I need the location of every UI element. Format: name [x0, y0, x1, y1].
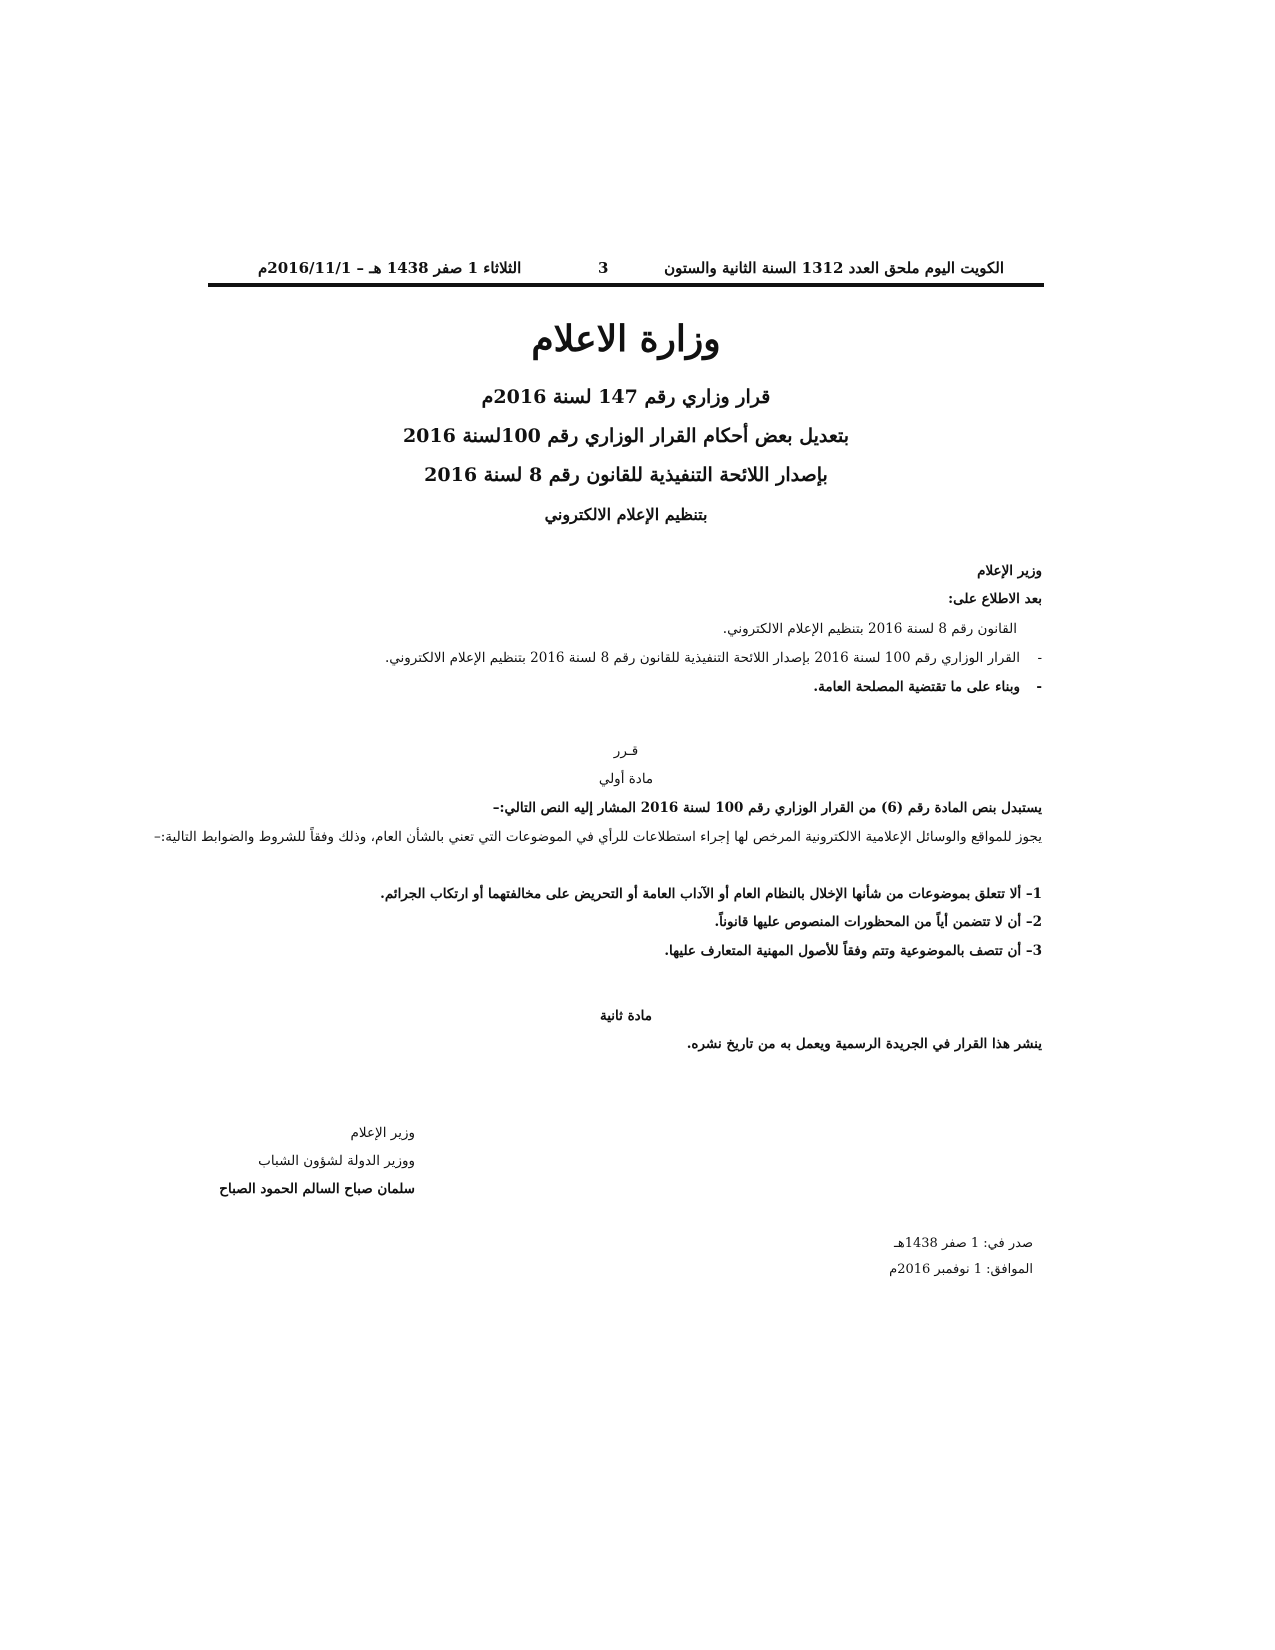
condition-2: 2– أن لا تتضمن أياً من المحظورات المنصوص عليها قانوناً. [714, 914, 1042, 930]
condition-1: 1– ألا تتعلق بموضوعات من شأنها الإخلال بالنظام العام أو الآداب العامة أو التحريض على مخالفتهما أو ارتكاب الجرائم. [380, 886, 1042, 902]
preamble-minister: وزير الإعلام [977, 563, 1042, 579]
issued-hijri: صدر في: 1 صفر 1438هـ [894, 1236, 1033, 1251]
article-1-paragraph: يجوز للمواقع والوسائل الإعلامية الالكترونية المرخص لها إجراء استطلاعات للرأي في الموضوعات التي تعني بالشأن العام، وذلك وفقاً للشروط والضوابط التالية:– [153, 829, 1042, 845]
signature-title-1: وزير الإعلام [350, 1125, 415, 1141]
article-2-heading: مادة ثانية [599, 1008, 653, 1024]
decision-title-line-3: بإصدار اللائحة التنفيذية للقانون رقم 8 لسنة 2016 [424, 464, 828, 486]
preamble-item-1: القانون رقم 8 لسنة 2016 بتنظيم الإعلام الالكتروني. [722, 621, 1017, 637]
preamble-item-3 [813, 679, 1042, 695]
decision-title-line-2: بتعديل بعض أحكام القرار الوزاري رقم 100لسنة 2016 [402, 425, 850, 447]
issued-gregorian: الموافق: 1 نوفمبر 2016م [889, 1262, 1033, 1277]
preamble-after-review: بعد الاطلاع على: [948, 591, 1042, 607]
list-dash: - [1036, 679, 1042, 695]
list-dash: - [1037, 650, 1042, 666]
article-2-text: ينشر هذا القرار في الجريدة الرسمية ويعمل به من تاريخ نشره. [686, 1036, 1042, 1052]
decided-heading: قـرر [613, 743, 639, 759]
ministry-title: وزارة الاعلام [531, 318, 721, 360]
signature-name: سلمان صباح السالم الحمود الصباح [219, 1181, 415, 1197]
header-publication: الكويت اليوم ملحق العدد 1312 السنة الثانية والستون [664, 259, 1004, 277]
article-1-intro: يستبدل بنص المادة رقم (6) من القرار الوزاري رقم 100 لسنة 2016 المشار إليه النص التالي:– [492, 800, 1042, 816]
preamble-item-2 [385, 650, 1042, 666]
decision-title-line-1: قرار وزاري رقم 147 لسنة 2016م [481, 386, 771, 408]
decision-title-line-4: بتنظيم الإعلام الالكتروني [544, 505, 708, 524]
signature-title-2: ووزير الدولة لشؤون الشباب [258, 1153, 415, 1169]
condition-3: 3– أن تتصف بالموضوعية وتتم وفقاً للأصول المهنية المتعارف عليها. [664, 943, 1042, 959]
header-rule [208, 283, 1044, 287]
article-1-heading: مادة أولي [598, 771, 654, 787]
header-page-number: 3 [598, 259, 609, 277]
header-date: الثلاثاء 1 صفر 1438 هـ – 2016/11/1م [258, 259, 522, 277]
preamble-item-2-text: القرار الوزاري رقم 100 لسنة 2016 بإصدار اللائحة التنفيذية للقانون رقم 8 لسنة 2016 بتنظيم الإعلام الالكتروني. [384, 650, 1020, 666]
preamble-item-3-text: وبناء على ما تقتضية المصلحة العامة. [813, 679, 1020, 695]
